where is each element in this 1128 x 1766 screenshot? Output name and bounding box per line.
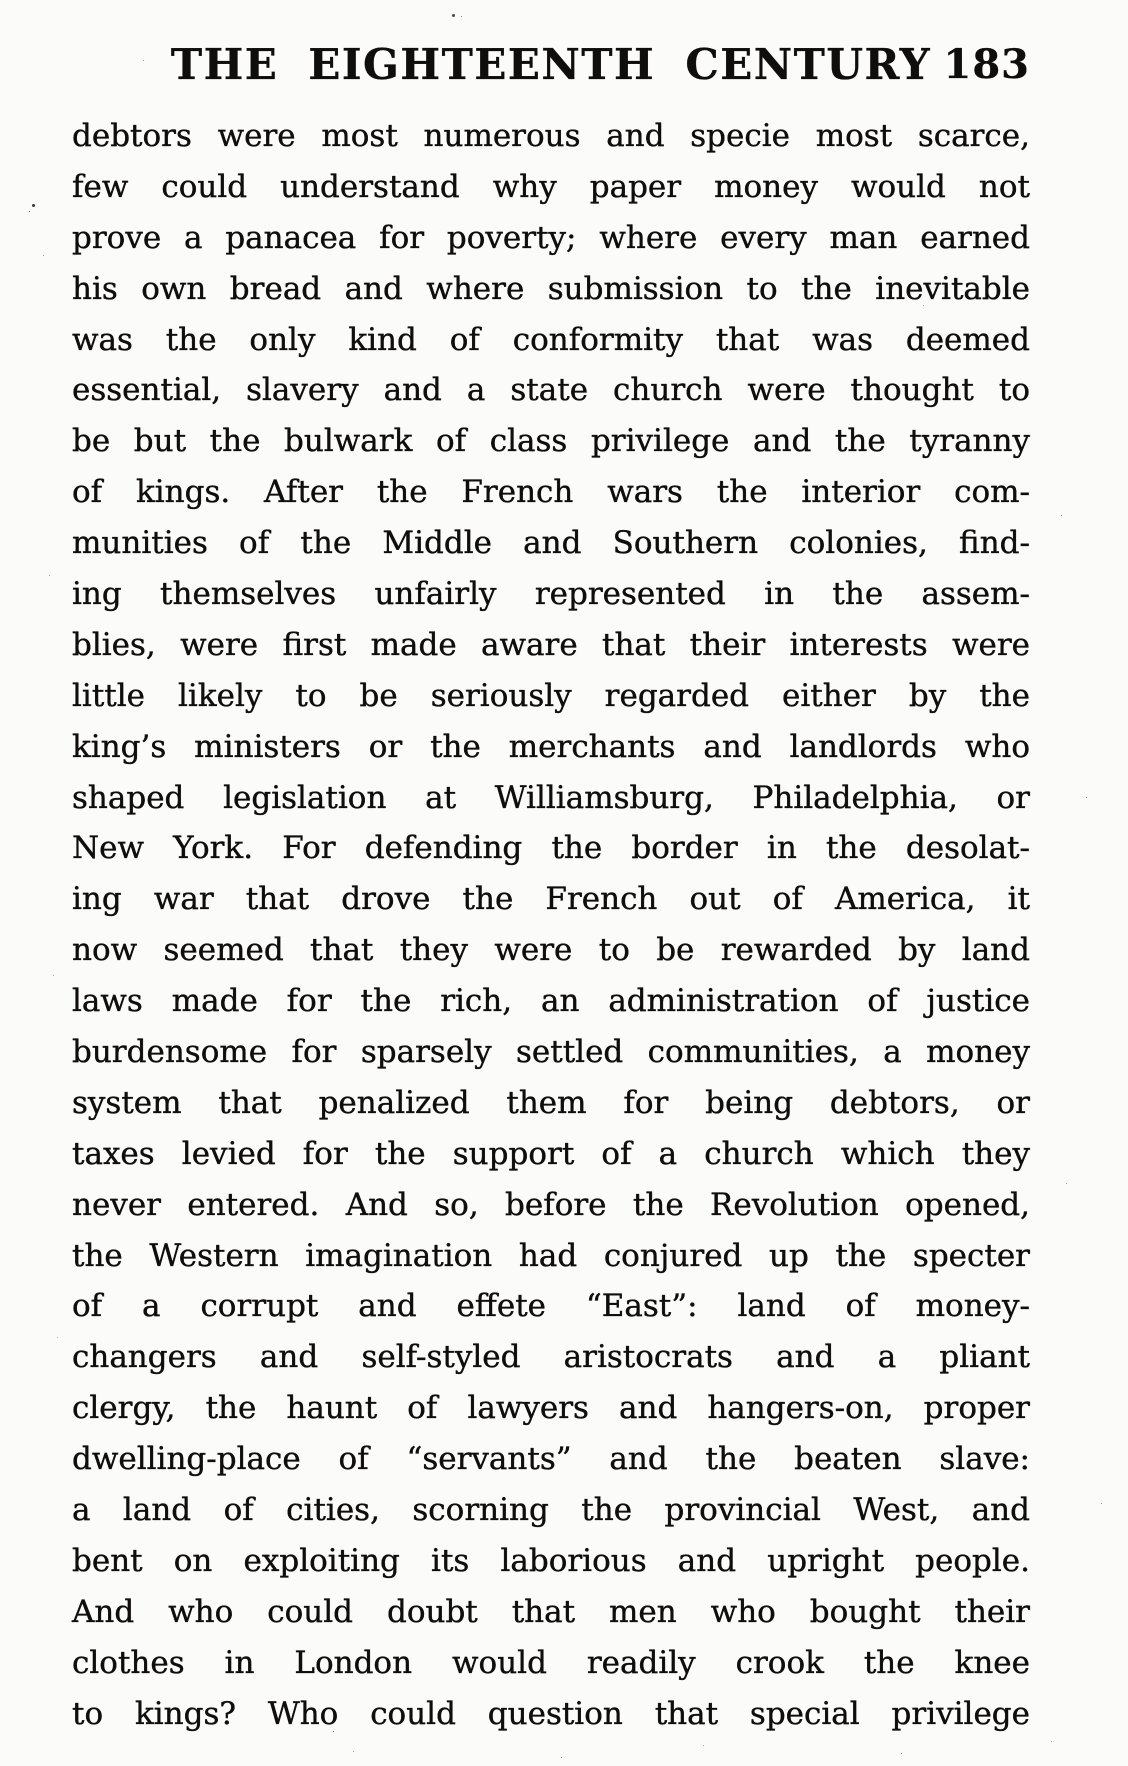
text-line: of a corrupt and effete “East”: land of money- xyxy=(72,1288,1030,1325)
text-line: king’s ministers or the merchants and landlords who xyxy=(72,728,1030,765)
text-line: dwelling-place of “servants” and the beaten slave: xyxy=(72,1441,1030,1478)
text-line: clothes in London would readily crook the knee xyxy=(72,1644,1030,1681)
text-line: a land of cities, scorning the provincial West, and xyxy=(72,1492,1030,1529)
text-line: now seemed that they were to be rewarded by land xyxy=(72,932,1030,969)
text-line: was the only kind of conformity that was deemed xyxy=(72,321,1030,358)
running-head-title: THE EIGHTEENTH CENTURY xyxy=(170,40,932,89)
text-line: New York. For defending the border in the desolat- xyxy=(72,830,1030,867)
page-header xyxy=(72,40,1030,90)
body-text xyxy=(72,111,1030,1740)
text-line: be but the bulwark of class privilege and the tyranny xyxy=(72,423,1030,460)
text-line: few could understand why paper money would not xyxy=(72,168,1030,205)
text-column xyxy=(72,40,1030,1740)
text-line: clergy, the haunt of lawyers and hangers-on, proper xyxy=(72,1390,1030,1427)
text-line: ing war that drove the French out of America, it xyxy=(72,881,1030,918)
text-line: taxes levied for the support of a church which they xyxy=(72,1135,1030,1172)
text-line: munities of the Middle and Southern colonies, find- xyxy=(72,525,1030,562)
text-line: And who could doubt that men who bought their xyxy=(72,1593,1030,1630)
text-line: little likely to be seriously regarded either by the xyxy=(72,677,1030,714)
text-line: laws made for the rich, an administration of justice xyxy=(72,983,1030,1020)
text-line: prove a panacea for poverty; where every man earned xyxy=(72,219,1030,256)
text-line: ing themselves unfairly represented in the assem- xyxy=(72,576,1030,613)
text-line: essential, slavery and a state church were thought to xyxy=(72,372,1030,409)
text-line: burdensome for sparsely settled communities, a money xyxy=(72,1034,1030,1071)
scan-noise xyxy=(452,14,455,17)
text-line: shaped legislation at Williamsburg, Philadelphia, or xyxy=(72,779,1030,816)
text-line: debtors were most numerous and specie most scarce, xyxy=(72,118,1030,154)
text-line: changers and self-styled aristocrats and a pliant xyxy=(72,1339,1030,1376)
text-line: blies, were first made aware that their interests were xyxy=(72,626,1030,663)
text-line: to kings? Who could question that special privilege xyxy=(72,1695,1030,1732)
text-line: the Western imagination had conjured up the specter xyxy=(72,1237,1030,1274)
text-line: bent on exploiting its laborious and upright people. xyxy=(72,1542,1030,1579)
text-line: system that penalized them for being debtors, or xyxy=(72,1084,1030,1121)
text-line: of kings. After the French wars the interior com- xyxy=(72,474,1030,511)
text-line: never entered. And so, before the Revolution opened, xyxy=(72,1186,1030,1223)
text-line: his own bread and where submission to the inevitable xyxy=(72,270,1030,307)
page-number: 183 xyxy=(943,41,1030,88)
